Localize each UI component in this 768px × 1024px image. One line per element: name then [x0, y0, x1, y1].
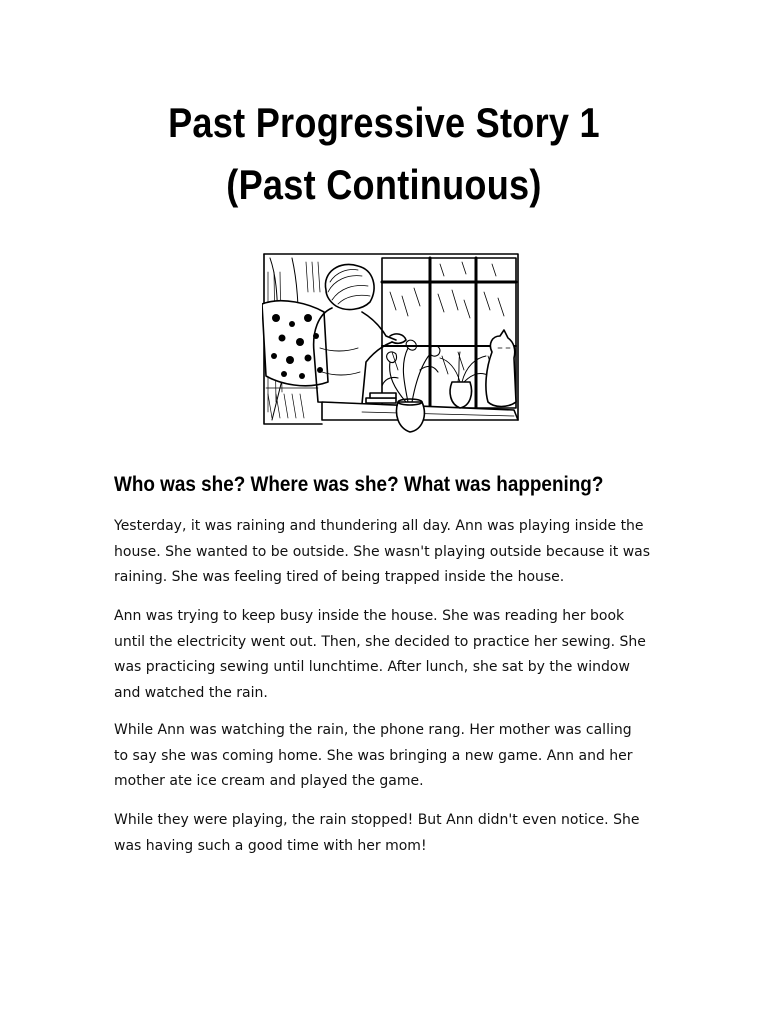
- paragraph-2: [114, 604, 655, 706]
- paragraph-line: was practicing sewing until lunchtime. After lunch, she sat by the window: [114, 659, 630, 675]
- paragraph-line: house. She wanted to be outside. She wasn't playing outside because it was: [114, 543, 651, 560]
- paragraph-line: mother ate ice cream and played the game.: [114, 773, 424, 789]
- paragraph-line: While Ann was watching the rain, the phone rang. Her mother was calling: [114, 722, 632, 738]
- paragraph-1: [114, 514, 655, 591]
- paragraph-line: to say she was coming home. She was bringing a new game. Ann and her: [114, 747, 633, 764]
- paragraph-4: [114, 808, 655, 859]
- page-title: [54, 92, 714, 216]
- title-line-2: (Past Continuous): [226, 161, 542, 208]
- paragraph-line: Yesterday, it was raining and thundering all day. Ann was playing inside the: [114, 518, 644, 534]
- girl-at-window-illustration: [262, 252, 520, 438]
- paragraph-line: raining. She was feeling tired of being trapped inside the house.: [114, 569, 565, 585]
- paragraph-line: While they were playing, the rain stopped! But Ann didn't even notice. She: [114, 812, 640, 828]
- paragraph-line: Ann was trying to keep busy inside the house. She was reading her book: [114, 608, 625, 624]
- paragraph-line: until the electricity went out. Then, she decided to practice her sewing. She: [114, 633, 646, 650]
- section-heading: Who was she? Where was she? What was happening?: [114, 473, 604, 496]
- paragraph-line: was having such a good time with her mom!: [114, 837, 427, 854]
- paragraph-line: and watched the rain.: [114, 684, 268, 701]
- title-line-1: Past Progressive Story 1: [168, 99, 600, 146]
- paragraph-3: [114, 718, 655, 795]
